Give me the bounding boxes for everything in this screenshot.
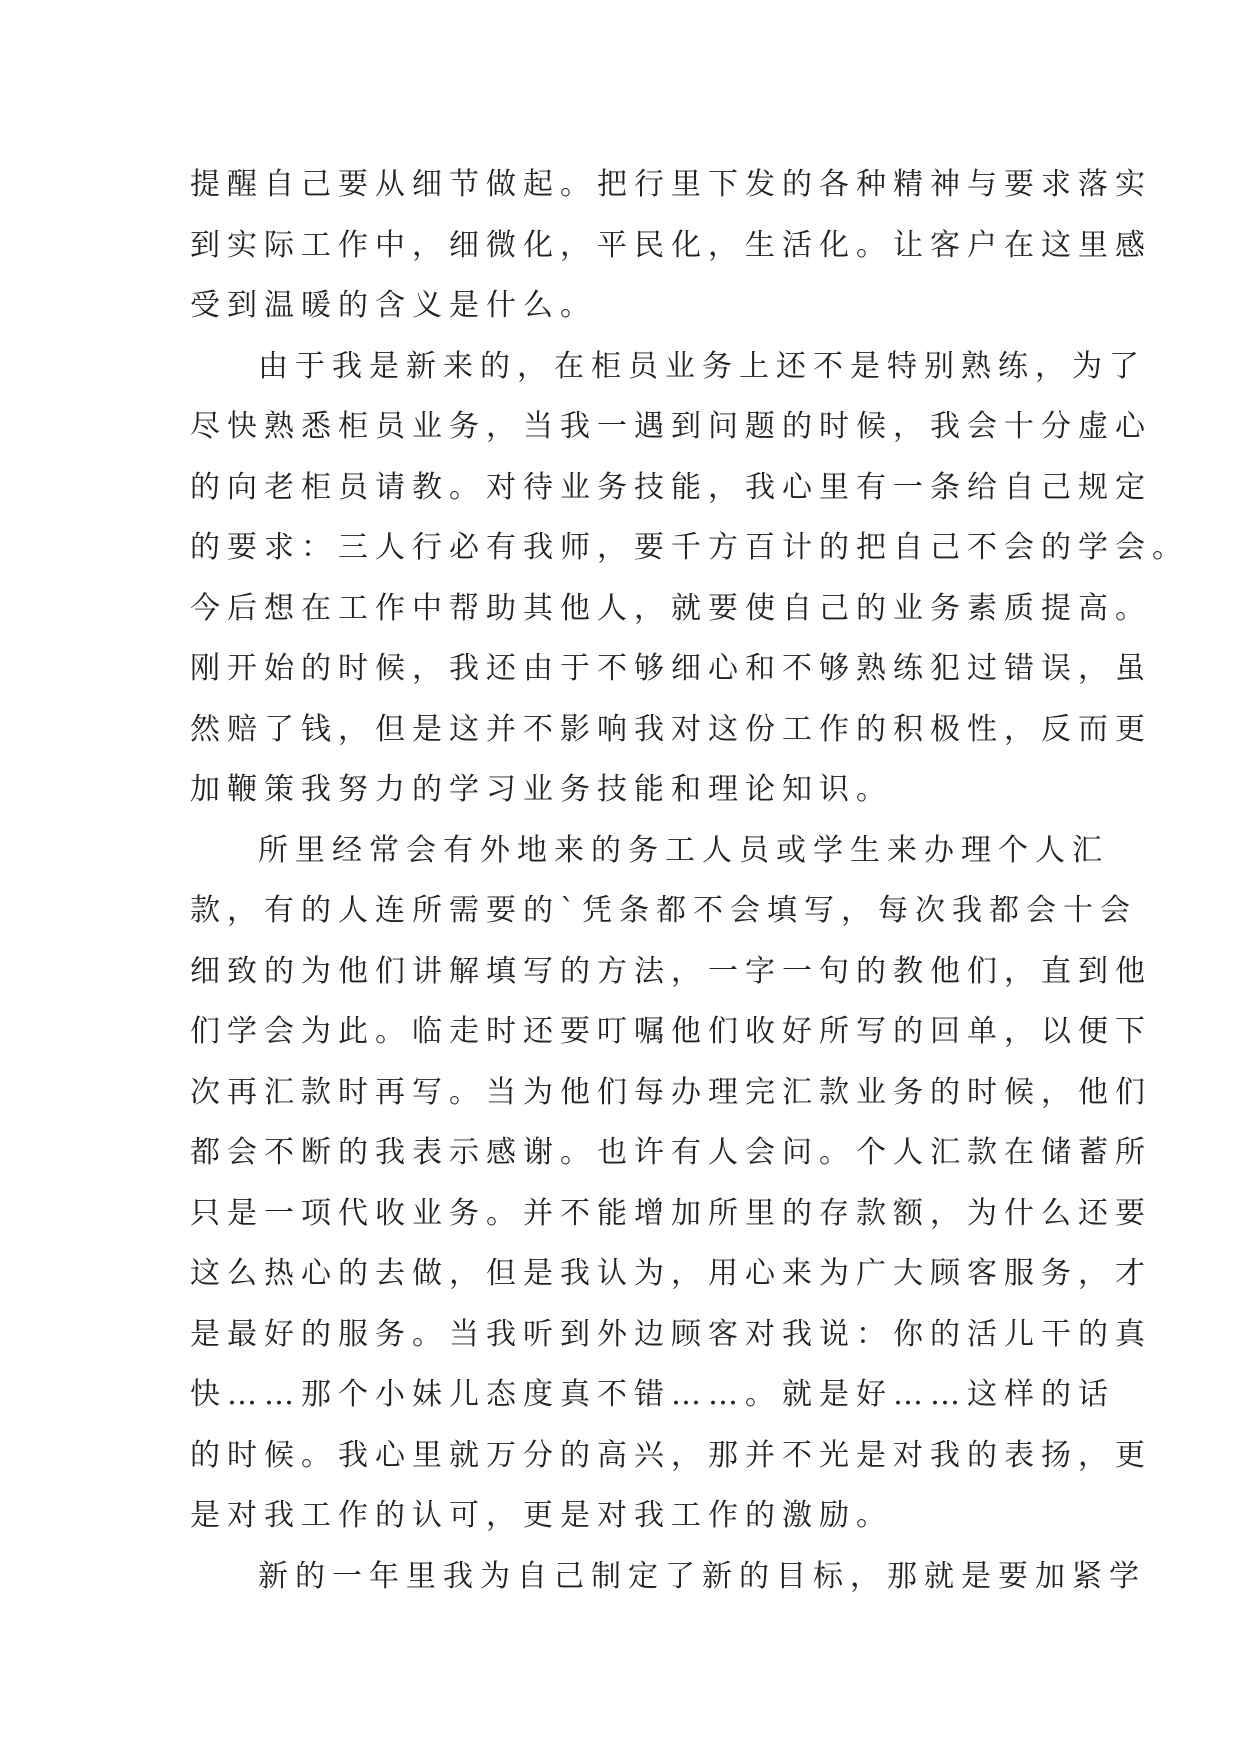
paragraph-first-line: 所里经常会有外地来的务工人员或学生来办理个人汇: [258, 832, 1109, 868]
text-line: 这么热心的去做，但是我认为，用心来为广大顾客服务，才: [190, 1256, 1152, 1291]
text-line: 的向老柜员请教。对待业务技能，我心里有一条给自己规定: [190, 469, 1152, 505]
text-line: 们学会为此。临走时还要叮嘱他们收好所写的回单，以便下: [190, 1014, 1152, 1049]
text-line: 的时候。我心里就万分的高兴，那并不光是对我的表扬，更: [190, 1437, 1152, 1473]
text-line: 今后想在工作中帮助其他人，就要使自己的业务素质提高。: [190, 590, 1152, 626]
text-line: 是最好的服务。当我听到外边顾客对我说：你的活儿干的真: [190, 1316, 1152, 1352]
text-line: 只是一项代收业务。并不能增加所里的存款额，为什么还要: [190, 1195, 1152, 1231]
text-line: 是对我工作的认可，更是对我工作的激励。: [190, 1498, 893, 1533]
text-line: 刚开始的时候，我还由于不够细心和不够熟练犯过错误，虽: [190, 651, 1152, 686]
text-line: 然赔了钱，但是这并不影响我对这份工作的积极性，反而更: [190, 711, 1152, 747]
text-line: 提醒自己要从细节做起。把行里下发的各种精神与要求落实: [190, 167, 1152, 202]
text-line: 尽快熟悉柜员业务，当我一遇到问题的时候，我会十分虚心: [190, 409, 1152, 444]
text-line: 细致的为他们讲解填写的方法，一字一句的教他们，直到他: [190, 953, 1152, 989]
text-line: 款，有的人连所需要的`凭条都不会填写，每次我都会十会: [190, 893, 1137, 928]
text-line: 到实际工作中，细微化，平民化，生活化。让客户在这里感: [190, 227, 1152, 263]
text-line: 都会不断的我表示感谢。也许有人会问。个人汇款在储蓄所: [190, 1135, 1152, 1170]
text-line: 加鞭策我努力的学习业务技能和理论知识。: [190, 772, 893, 807]
text-line: 快……那个小妹儿态度真不错……。就是好……这样的话: [190, 1377, 1115, 1412]
text-line: 的要求：三人行必有我师，要千方百计的把自己不会的学会。: [190, 530, 1189, 565]
paragraph-first-line: 由于我是新来的，在柜员业务上还不是特别熟练，为了: [258, 348, 1146, 384]
paragraph-first-line: 新的一年里我为自己制定了新的目标，那就是要加紧学: [258, 1558, 1146, 1594]
text-line: 受到温暖的含义是什么。: [190, 288, 597, 323]
body-text: [190, 155, 1189, 1607]
text-line: 次再汇款时再写。当为他们每办理完汇款业务的时候，他们: [190, 1074, 1152, 1110]
